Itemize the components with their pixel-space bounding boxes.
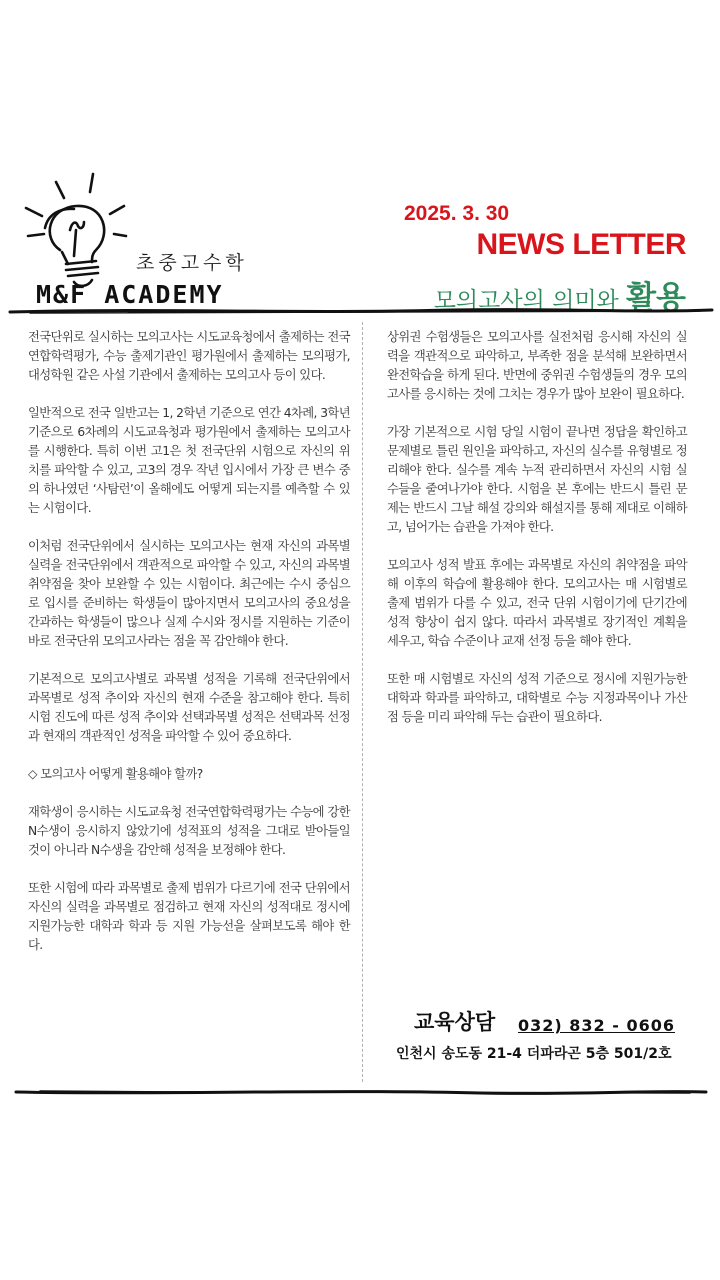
- academy-subtitle: 초중고수학: [136, 252, 248, 274]
- article-right-column: [387, 328, 687, 746]
- paragraph: 일반적으로 전국 일반고는 1, 2학년 기준으로 연간 4차례, 3학년 기준으로 6차례의 시도교육청과 평가원에서 출제하는 모의고사를 시행한다. 특히 이번 고1은 첫 전국단위 시험으로 자신의 위치를 파악할 수 있고, 고3의 경우 작년 입시에서 가장 큰 변수 중의 하나였던 ‘사탐런’이 올해에도 어떻게 되는지를 예측할 수 있는 시험이다.: [28, 406, 350, 515]
- paragraph: 기본적으로 모의고사별로 과목별 성적을 기록해 전국단위에서 과목별로 성적 추이와 자신의 현재 수준을 참고해야 한다. 특히 시험 진도에 따른 성적 추이와 선택과목별 성적은 선택과목 선정과 현재의 객관적인 성적을 파악할 수 있어 중요하다.: [28, 672, 350, 743]
- footer-divider: [0, 1086, 720, 1098]
- paragraph: 모의고사 성적 발표 후에는 과목별로 자신의 취약점을 파악해 이후의 학습에 활용해야 한다. 모의고사는 매 시험별로 출제 범위가 다를 수 있고, 전국 단위 시험이기에 단기간에 성적 향상이 쉽지 않다. 따라서 과목별로 장기적인 계획을 세우고, 학습 수준이나 교재 선정 등을 해야 한다.: [387, 558, 687, 648]
- paragraph: 전국단위로 실시하는 모의고사는 시도교육청에서 출제하는 전국연합학력평가, 수능 출제기관인 평가원에서 출제하는 모의평가, 대성학원 같은 사설 기관에서 출제하는 모의고사 등이 있다.: [28, 330, 350, 382]
- contact-label: 교육상담: [414, 1010, 496, 1034]
- subtitle-main: 모의고사의 의미와: [433, 288, 627, 314]
- issue-date: 2025. 3. 30: [404, 202, 510, 225]
- column-divider: [362, 322, 363, 1082]
- section-heading: ◇ 모의고사 어떻게 활용해야 할까?: [28, 767, 203, 781]
- paragraph: 또한 매 시험별로 자신의 성적 기준으로 정시에 지원가능한 대학과 학과를 파악하고, 대학별로 수능 지정과목이나 가산점 등을 미리 파악해 두는 습관이 필요하다.: [387, 672, 687, 724]
- paragraph: 가장 기본적으로 시험 당일 시험이 끝나면 정답을 확인하고 문제별로 틀린 원인을 파악하고, 자신의 실수를 유형별로 정리해야 한다. 실수를 계속 누적 관리하면서 자신의 시험 실수들을 줄여나가야 한다. 시험을 본 후에는 반드시 틀린 문제는 반드시 그날 해설 강의와 해설지를 통해 제대로 이해하고, 넘어가는 습관을 가져야 한다.: [387, 425, 687, 534]
- newsletter-title: NEWS LETTER: [476, 228, 686, 261]
- header-divider: [0, 305, 720, 317]
- paragraph: 재학생이 응시하는 시도교육청 전국연합학력평가는 수능에 강한 N수생이 응시하지 않았기에 성적표의 성적을 그대로 받아들일 것이 아니라 N수생을 감안해 성적을 보정해야 한다.: [28, 805, 350, 857]
- article-left-column: [28, 328, 350, 974]
- contact-phone[interactable]: 032) 832 - 0606: [518, 1016, 675, 1035]
- academy-name: M&F ACADEMY: [36, 280, 224, 309]
- academy-address: 인천시 송도동 21-4 더파라곤 5층 501/2호: [396, 1046, 672, 1062]
- paragraph: 상위권 수험생들은 모의고사를 실전처럼 응시해 자신의 실력을 객관적으로 파악하고, 부족한 점을 분석해 보완하면서 완전학습을 하게 된다. 반면에 중위권 수험생들의 경우 모의고사를 응시하는 것에 그치는 경우가 많아 보완이 필요하다.: [387, 330, 687, 401]
- paragraph: 또한 시험에 따라 과목별로 출제 범위가 다르기에 전국 단위에서 자신의 실력을 과목별로 점검하고 현재 자신의 성적대로 정시에 지원가능한 대학과 학과 등 지원 가능선을 살펴보도록 해야 한다.: [28, 881, 350, 952]
- paragraph: 이처럼 전국단위에서 실시하는 모의고사는 현재 자신의 과목별 실력을 전국단위에서 객관적으로 파악할 수 있고, 자신의 과목별 취약점을 찾아 보완할 수 있는 시험이다. 최근에는 수시 중심으로 입시를 준비하는 학생들이 많아지면서 모의고사의 중요성을 간과하는 학생들이 많으나 실제 수시와 정시를 지원하는 기준이 바로 전국단위 모의고사라는 점을 꼭 감안해야 한다.: [28, 539, 350, 648]
- subtitle-emphasis: 활용: [626, 280, 686, 316]
